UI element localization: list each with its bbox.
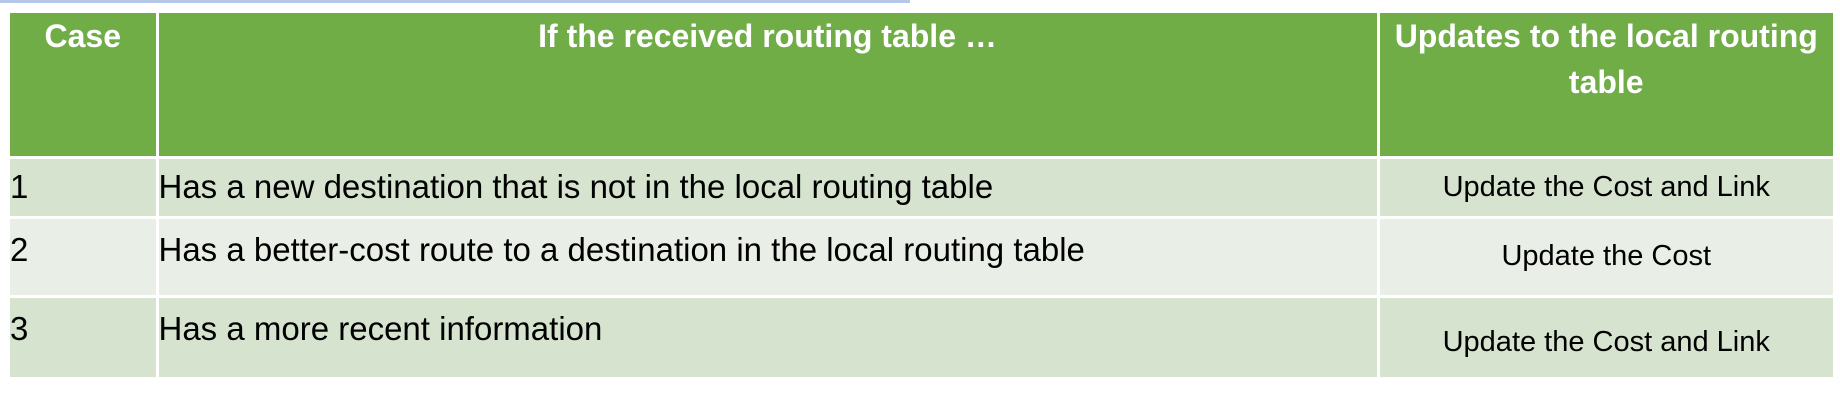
update-cell: Update the Cost and Link <box>1378 296 1833 378</box>
table-header-row <box>10 13 1833 157</box>
table-row <box>10 157 1833 217</box>
header-update: Updates to the local routing table <box>1378 13 1833 157</box>
update-cell: Update the Cost and Link <box>1378 157 1833 217</box>
condition-cell: Has a new destination that is not in the local routing table <box>157 157 1378 217</box>
case-number-cell: 2 <box>10 217 157 296</box>
condition-cell: Has a better-cost route to a destination in the local routing table <box>157 217 1378 296</box>
table-row <box>10 296 1833 378</box>
case-number-cell: 3 <box>10 296 157 378</box>
update-cell: Update the Cost <box>1378 217 1833 296</box>
header-case: Case <box>10 13 157 157</box>
table-row <box>10 217 1833 296</box>
condition-cell: Has a more recent information <box>157 296 1378 378</box>
top-divider-line <box>0 0 910 3</box>
header-condition: If the received routing table … <box>157 13 1378 157</box>
case-number-cell: 1 <box>10 157 157 217</box>
routing-update-table <box>10 13 1833 380</box>
